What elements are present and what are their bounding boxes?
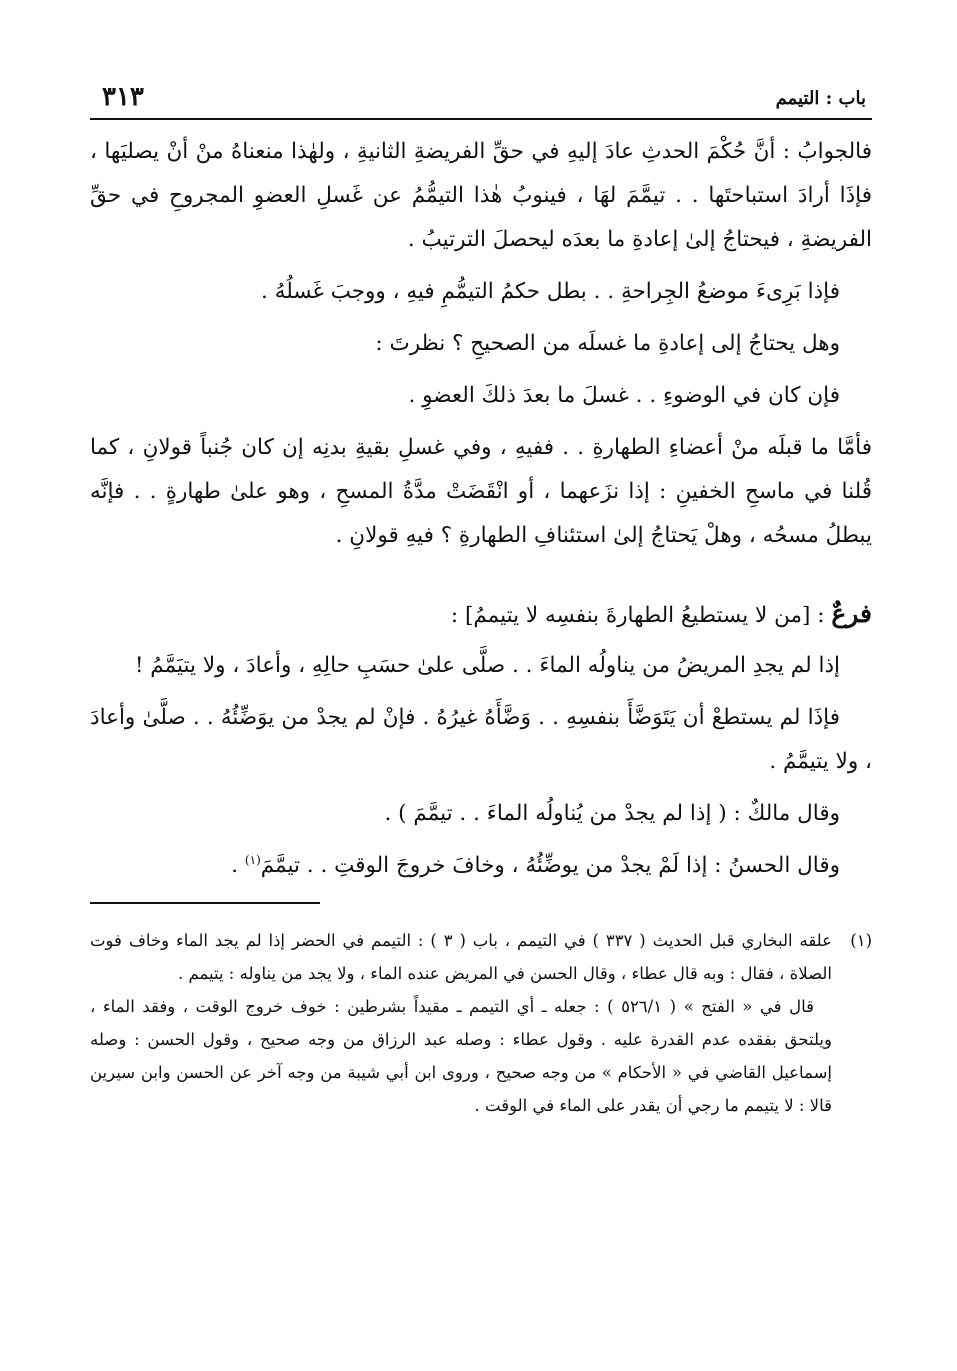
book-page <box>90 78 872 1358</box>
footnotes <box>90 924 872 1122</box>
footnote-body <box>90 924 832 1122</box>
paragraph: فإذا بَرِىءَ موضعُ الجِراحةِ . . بطل حكمُ التيمُّمِ فيهِ ، ووجبَ غَسلُهُ . <box>261 279 840 304</box>
paragraph: فإن كان في الوضوءِ . . غسلَ ما بعدَ ذلكَ العضوِ . <box>408 383 840 408</box>
paragraph: إذا لم يجدِ المريضُ من يناولُه الماءَ . . صلَّى علىٰ حسَبِ حالِهِ ، وأعادَ ، ولا يتيَمَّمُ ! <box>134 653 840 678</box>
footnote-number: (١) <box>850 931 872 950</box>
paragraph: فأمَّا ما قبلَه منْ أعضاءِ الطهارةِ . . ففيهِ ، وفي غسلِ بقيةِ بدنِه إن كان جُنباً قولانِ ، كما قُلنا في ماسحِ الخفينِ : إذا نزَعهما ، أو انْقَضَتْ مدَّةُ المسحِ ، وهو علىٰ طهارةٍ . . فإنَّه يبطلُ مسحُه ، وهلْ يَحتاجُ إلىٰ استئنافِ الطهارةِ ؟ فيهِ قولانِ . <box>90 435 872 548</box>
paragraph: فإذَا لم يستطعْ أن يَتَوَضَّأَ بنفسِهِ . . وَضَّأَهُ غيرُهُ . فإنْ لم يجدْ من يوَضِّئُهُ . . صلَّىٰ وأعادَ ، ولا يتيمَّمُ . <box>90 705 872 774</box>
main-text <box>90 130 872 888</box>
footnote-paragraph: قال في « الفتح » ( ٥٢٦/١ ) : جعله ـ أي التيمم ـ مقيداً بشرطين : خوف خروج الوقت ، وفقد الماء ، ويلتحق بفقده عدم القدرة عليه . وقول عطاء : وصله عبد الرزاق من وجه صحيح ، وقول الحسن : وصله إسماعيل القاضي في « الأحكام » من وجه صحيح ، وروى ابن أبي شيبة من وجه آخر عن الحسن وابن سيرين قالا : لا يتيمم ما رجي أن يقدر على الماء في الوقت . <box>90 997 832 1115</box>
paragraph-end: . <box>231 853 245 878</box>
footnote <box>90 924 872 1122</box>
paragraph: وهل يحتاجُ إلى إعادةِ ما غسلَه من الصحيحِ ؟ نظرتَ : <box>375 331 840 356</box>
running-header <box>90 78 872 120</box>
page-number: ٣١٣ <box>102 82 144 112</box>
chapter-title: باب : التيمم <box>775 88 866 109</box>
paragraph-text: وقال الحسنُ : إذا لَمْ يجدْ من يوضِّئُهُ ، وخافَ خروجَ الوقتِ . . تيمَّمَ <box>260 853 840 878</box>
paragraph-with-footnote <box>90 844 872 888</box>
paragraph: فالجوابُ : أنَّ حُكْمَ الحدثِ عادَ إليهِ في حقِّ الفريضةِ الثانيةِ ، ولهٰذا منعناهُ منْ أنْ يصليَها ، فإذَا أرادَ استباحتَها . . تيمَّمَ لهَا ، فينوبُ هٰذا التيمُّمُ عن غَسلِ العضوِ المجروحِ في حقِّ الفريضةِ ، فيحتاجُ إلىٰ إعادةِ ما بعدَه ليحصلَ الترتيبُ . <box>90 139 872 252</box>
footnote-reference[interactable]: (١) <box>244 852 261 867</box>
paragraph: وقال مالكٌ : ( إذا لم يجدْ من يُناولُه الماءَ . . تيمَّمَ ) . <box>384 801 840 826</box>
branch-heading <box>90 592 872 638</box>
branch-label: فرعٌ <box>831 599 872 628</box>
section-gap <box>90 566 872 592</box>
footnote-paragraph: علقه البخاري قبل الحديث ( ٣٣٧ ) في التيمم ، باب ( ٣ ) : التيمم في الحضر إذا لم يجد الماء وخاف فوت الصلاة ، فقال : وبه قال عطاء ، وقال الحسن في المريض عنده الماء ، ولا يجد من يناوله : يتيمم . <box>90 931 832 983</box>
footnote-separator <box>90 902 320 904</box>
branch-title: : [من لا يستطيعُ الطهارةَ بنفسِه لا يتيممُ] : <box>450 603 825 628</box>
